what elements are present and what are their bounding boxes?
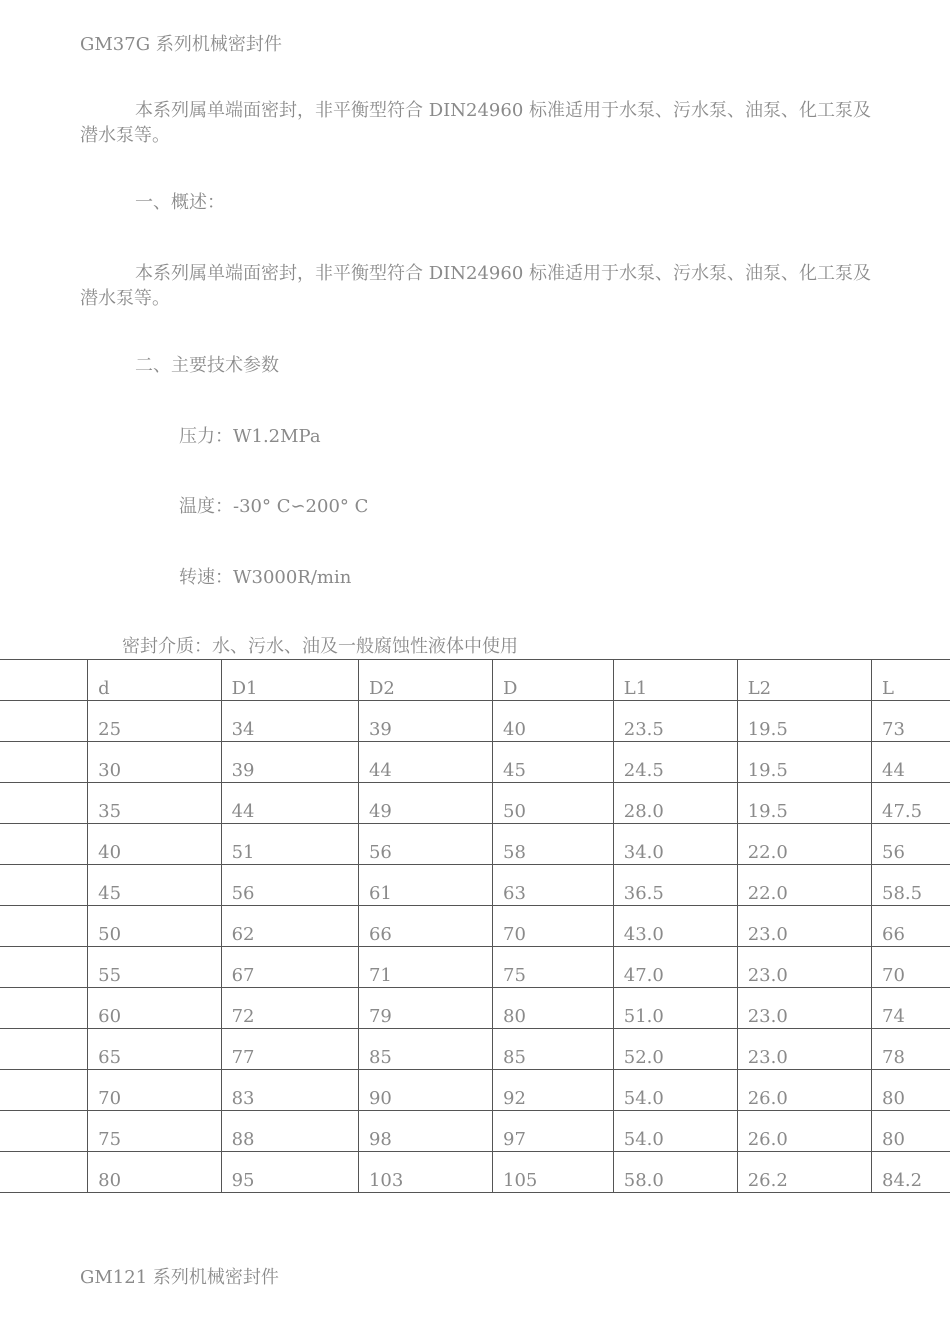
cell-d1: 56 bbox=[221, 865, 358, 906]
cell-l: 73 bbox=[872, 701, 950, 742]
cell-d2: 66 bbox=[358, 906, 492, 947]
cell-l2: 19.5 bbox=[737, 701, 871, 742]
cell-l1: 43.0 bbox=[613, 906, 737, 947]
cell-d2: D2 bbox=[358, 660, 492, 701]
cell-d: d bbox=[88, 660, 221, 701]
cell-blank bbox=[0, 1070, 88, 1111]
cell-l2: 23.0 bbox=[737, 1029, 871, 1070]
cell-l: L bbox=[872, 660, 950, 701]
table-row bbox=[0, 783, 950, 824]
cell-blank bbox=[0, 783, 88, 824]
cell-l1: 47.0 bbox=[613, 947, 737, 988]
cell-l1: 34.0 bbox=[613, 824, 737, 865]
cell-dd: 80 bbox=[493, 988, 614, 1029]
overview-heading: 一、概述： bbox=[135, 192, 225, 213]
cell-l1: 28.0 bbox=[613, 783, 737, 824]
cell-d1: 83 bbox=[221, 1070, 358, 1111]
cell-l1: 54.0 bbox=[613, 1111, 737, 1152]
table-row bbox=[0, 824, 950, 865]
cell-l2: 26.0 bbox=[737, 1070, 871, 1111]
dimension-table bbox=[0, 659, 950, 1193]
cell-d: 50 bbox=[88, 906, 221, 947]
cell-d2: 103 bbox=[358, 1152, 492, 1193]
cell-blank bbox=[0, 1152, 88, 1193]
cell-dd: 45 bbox=[493, 742, 614, 783]
table-row bbox=[0, 947, 950, 988]
cell-dd: 63 bbox=[493, 865, 614, 906]
cell-d2: 44 bbox=[358, 742, 492, 783]
cell-blank bbox=[0, 988, 88, 1029]
medium-param: 密封介质：水、污水、油及一般腐蚀性液体中使用 bbox=[122, 636, 518, 657]
cell-blank bbox=[0, 824, 88, 865]
cell-l2: L2 bbox=[737, 660, 871, 701]
cell-l: 66 bbox=[872, 906, 950, 947]
cell-l2: 19.5 bbox=[737, 783, 871, 824]
speed-param: 转速：W3000R/min bbox=[179, 567, 352, 588]
cell-d2: 79 bbox=[358, 988, 492, 1029]
cell-l2: 26.2 bbox=[737, 1152, 871, 1193]
cell-d2: 61 bbox=[358, 865, 492, 906]
cell-d2: 85 bbox=[358, 1029, 492, 1070]
table-row bbox=[0, 1029, 950, 1070]
cell-l: 56 bbox=[872, 824, 950, 865]
intro-paragraph: 本系列属单端面密封，非平衡型符合 DIN24960 标准适用于水泵、污水泵、油泵、化工泵及潜水泵等。 bbox=[80, 100, 871, 146]
cell-l1: L1 bbox=[613, 660, 737, 701]
cell-l2: 26.0 bbox=[737, 1111, 871, 1152]
cell-blank bbox=[0, 742, 88, 783]
cell-l2: 22.0 bbox=[737, 865, 871, 906]
cell-l: 47.5 bbox=[872, 783, 950, 824]
cell-d1: 67 bbox=[221, 947, 358, 988]
pressure-param: 压力：W1.2MPa bbox=[179, 426, 321, 447]
cell-l1: 58.0 bbox=[613, 1152, 737, 1193]
cell-l1: 24.5 bbox=[613, 742, 737, 783]
cell-d2: 71 bbox=[358, 947, 492, 988]
table-header-row bbox=[0, 660, 950, 701]
cell-l: 44 bbox=[872, 742, 950, 783]
cell-d: 80 bbox=[88, 1152, 221, 1193]
cell-blank bbox=[0, 701, 88, 742]
cell-l1: 36.5 bbox=[613, 865, 737, 906]
cell-l2: 23.0 bbox=[737, 906, 871, 947]
cell-l2: 23.0 bbox=[737, 947, 871, 988]
cell-d: 35 bbox=[88, 783, 221, 824]
cell-d2: 39 bbox=[358, 701, 492, 742]
cell-dd: 85 bbox=[493, 1029, 614, 1070]
cell-l2: 19.5 bbox=[737, 742, 871, 783]
params-heading: 二、主要技术参数 bbox=[135, 355, 279, 376]
cell-d1: D1 bbox=[221, 660, 358, 701]
cell-d2: 56 bbox=[358, 824, 492, 865]
cell-dd: 105 bbox=[493, 1152, 614, 1193]
cell-d1: 88 bbox=[221, 1111, 358, 1152]
cell-blank bbox=[0, 906, 88, 947]
cell-d1: 34 bbox=[221, 701, 358, 742]
cell-d1: 72 bbox=[221, 988, 358, 1029]
cell-dd: 70 bbox=[493, 906, 614, 947]
cell-l: 84.2 bbox=[872, 1152, 950, 1193]
cell-d2: 98 bbox=[358, 1111, 492, 1152]
cell-d: 75 bbox=[88, 1111, 221, 1152]
cell-d: 65 bbox=[88, 1029, 221, 1070]
table-row bbox=[0, 701, 950, 742]
cell-blank bbox=[0, 865, 88, 906]
cell-l: 70 bbox=[872, 947, 950, 988]
cell-l1: 51.0 bbox=[613, 988, 737, 1029]
cell-dd: D bbox=[493, 660, 614, 701]
page-title: GM37G 系列机械密封件 bbox=[80, 34, 282, 55]
overview-paragraph: 本系列属单端面密封，非平衡型符合 DIN24960 标准适用于水泵、污水泵、油泵、化工泵及潜水泵等。 bbox=[80, 263, 871, 309]
cell-dd: 75 bbox=[493, 947, 614, 988]
cell-d: 40 bbox=[88, 824, 221, 865]
cell-blank bbox=[0, 660, 88, 701]
table-row bbox=[0, 1070, 950, 1111]
cell-d: 55 bbox=[88, 947, 221, 988]
cell-d1: 77 bbox=[221, 1029, 358, 1070]
cell-l1: 23.5 bbox=[613, 701, 737, 742]
cell-l: 58.5 bbox=[872, 865, 950, 906]
cell-l: 74 bbox=[872, 988, 950, 1029]
cell-d1: 51 bbox=[221, 824, 358, 865]
cell-dd: 50 bbox=[493, 783, 614, 824]
cell-d: 25 bbox=[88, 701, 221, 742]
cell-d1: 95 bbox=[221, 1152, 358, 1193]
cell-dd: 58 bbox=[493, 824, 614, 865]
cell-dd: 97 bbox=[493, 1111, 614, 1152]
cell-l: 78 bbox=[872, 1029, 950, 1070]
temperature-param: 温度：-30° C∽200° C bbox=[179, 496, 369, 517]
cell-l: 80 bbox=[872, 1111, 950, 1152]
cell-d: 60 bbox=[88, 988, 221, 1029]
cell-d1: 62 bbox=[221, 906, 358, 947]
cell-l2: 23.0 bbox=[737, 988, 871, 1029]
cell-l1: 52.0 bbox=[613, 1029, 737, 1070]
cell-blank bbox=[0, 1029, 88, 1070]
table-row bbox=[0, 1111, 950, 1152]
cell-l1: 54.0 bbox=[613, 1070, 737, 1111]
table-row bbox=[0, 742, 950, 783]
cell-d: 70 bbox=[88, 1070, 221, 1111]
table-row bbox=[0, 988, 950, 1029]
cell-d1: 39 bbox=[221, 742, 358, 783]
cell-l2: 22.0 bbox=[737, 824, 871, 865]
cell-dd: 40 bbox=[493, 701, 614, 742]
cell-d: 30 bbox=[88, 742, 221, 783]
cell-blank bbox=[0, 947, 88, 988]
cell-l: 80 bbox=[872, 1070, 950, 1111]
cell-dd: 92 bbox=[493, 1070, 614, 1111]
table-row bbox=[0, 865, 950, 906]
cell-d1: 44 bbox=[221, 783, 358, 824]
section2-title: GM121 系列机械密封件 bbox=[80, 1267, 279, 1288]
cell-blank bbox=[0, 1111, 88, 1152]
table-row bbox=[0, 906, 950, 947]
table-row bbox=[0, 1152, 950, 1193]
cell-d2: 90 bbox=[358, 1070, 492, 1111]
cell-d: 45 bbox=[88, 865, 221, 906]
cell-d2: 49 bbox=[358, 783, 492, 824]
